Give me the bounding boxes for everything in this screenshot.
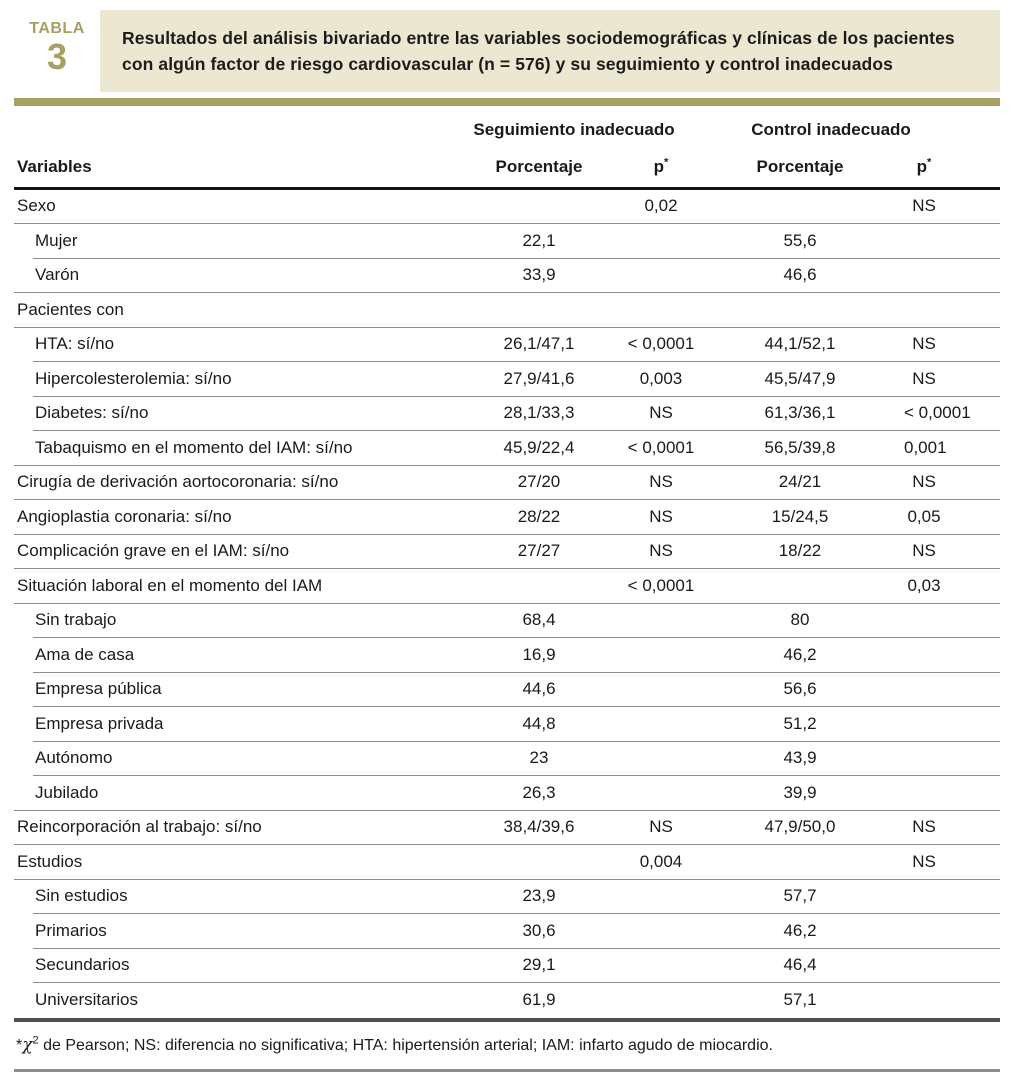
table-row [14,362,1000,396]
column-header-variables: Variables [17,156,92,176]
cell-seguimiento-p: 0,003 [639,368,683,388]
cell-seguimiento-porcentaje: 38,4/39,6 [503,817,575,837]
cell-control-p: NS [912,472,936,492]
cell-variable-label: Universitarios [35,989,138,1009]
cell-variable-label: Situación laboral en el momento del IAM [17,575,323,595]
cell-variable-label: Primarios [35,920,107,940]
cell-variable-label: Empresa privada [35,713,164,733]
cell-variable-label: Ama de casa [35,644,135,664]
table-label-kicker: TABLA [29,20,85,37]
cell-variable-label: Complicación grave en el IAM: sí/no [17,541,290,561]
table-row [14,949,1000,983]
table-row [14,742,1000,776]
cell-seguimiento-porcentaje: 30,6 [522,920,556,940]
cell-control-porcentaje: 57,7 [783,886,817,906]
olive-divider-bar [14,98,1000,106]
cell-seguimiento-porcentaje: 23 [529,748,549,768]
cell-seguimiento-porcentaje: 27,9/41,6 [503,368,575,388]
table-label [14,10,100,92]
cell-variable-label: Mujer [35,230,78,250]
cell-seguimiento-p: < 0,0001 [627,334,695,354]
table-row [14,707,1000,741]
table-row [14,880,1000,914]
cell-seguimiento-porcentaje: 22,1 [522,230,556,250]
group-header-seguimiento: Seguimiento inadecuado [473,119,675,139]
cell-control-porcentaje: 56,5/39,8 [764,437,836,457]
cell-seguimiento-p: < 0,0001 [627,437,695,457]
column-header-seg-p: p* [653,155,669,176]
cell-control-porcentaje: 43,9 [783,748,817,768]
cell-variable-label: Sexo [17,196,56,216]
cell-seguimiento-porcentaje: 29,1 [522,955,556,975]
table-row [14,811,1000,845]
cell-seguimiento-porcentaje: 16,9 [522,644,556,664]
table-row [14,293,1000,327]
cell-seguimiento-porcentaje: 28,1/33,3 [503,403,575,423]
cell-seguimiento-p: NS [649,541,673,561]
table-row [14,328,1000,362]
footnote-star: * [16,1036,23,1054]
table-row [14,638,1000,672]
cell-control-porcentaje: 80 [790,610,810,630]
cell-variable-label: Reincorporación al trabajo: sí/no [17,817,262,837]
cell-control-porcentaje: 47,9/50,0 [764,817,836,837]
table-row [14,431,1000,465]
cell-seguimiento-porcentaje: 27/20 [517,472,561,492]
table-row [14,535,1000,569]
cell-control-p: 0,001 [904,437,947,457]
cell-seguimiento-porcentaje: 44,8 [522,713,556,733]
cell-seguimiento-porcentaje: 33,9 [522,265,556,285]
table-row [14,845,1000,879]
table-row [14,604,1000,638]
cell-control-p: 0,03 [907,575,941,595]
cell-control-porcentaje: 46,2 [783,644,817,664]
cell-seguimiento-p: NS [649,817,673,837]
cell-control-porcentaje: 18/22 [778,541,822,561]
table-row [14,259,1000,293]
cell-seguimiento-p: 0,02 [644,196,678,216]
cell-variable-label: Diabetes: sí/no [35,403,149,423]
chi-symbol: χ [22,1034,33,1055]
column-header-ctl-porcentaje: Porcentaje [756,156,844,176]
table-row [14,466,1000,500]
cell-seguimiento-p: < 0,0001 [627,575,695,595]
column-header-ctl-p: p* [916,155,932,176]
cell-control-porcentaje: 55,6 [783,230,817,250]
footnote-text: de Pearson; NS: diferencia no significativa; HTA: hipertensión arterial; IAM: infarto agudo de miocardio. [38,1036,773,1054]
cell-seguimiento-porcentaje: 27/27 [517,541,561,561]
cell-control-porcentaje: 46,2 [783,920,817,940]
cell-variable-label: Hipercolesterolemia: sí/no [35,368,232,388]
table-row [14,569,1000,603]
page-bottom-rule [14,1069,1000,1072]
table-row [14,914,1000,948]
table-title: Resultados del análisis bivariado entre las variables sociodemográficas y clínicas de los pacientes con algún factor de riesgo cardiovascular (n = 576) y su seguimiento y control inadecuados [122,28,955,75]
spacer [14,120,452,140]
cell-variable-label: Cirugía de derivación aortocoronaria: sí/no [17,472,339,492]
cell-variable-label: Secundarios [35,955,130,975]
table-label-number: 3 [46,36,68,77]
table-header-band [14,10,1000,92]
cell-seguimiento-porcentaje: 26,1/47,1 [503,334,575,354]
cell-seguimiento-p: 0,004 [639,851,683,871]
spacer [966,120,1000,140]
table-row [14,190,1000,224]
table-row [14,224,1000,258]
cell-seguimiento-p: NS [649,472,673,492]
cell-seguimiento-porcentaje: 28/22 [517,506,561,526]
table-row [14,983,1000,1017]
table-title-box [100,10,1000,92]
p-asterisk: * [927,155,932,168]
column-header-row [14,140,1000,190]
cell-seguimiento-porcentaje: 26,3 [522,782,556,802]
cell-variable-label: Pacientes con [17,299,124,319]
cell-control-porcentaje: 51,2 [783,713,817,733]
p-asterisk: * [664,155,669,168]
cell-control-porcentaje: 57,1 [783,989,817,1009]
column-group-header-row [14,106,1000,140]
table-body [14,190,1000,1017]
cell-variable-label: Empresa pública [35,679,162,699]
cell-variable-label: Angioplastia coronaria: sí/no [17,506,232,526]
cell-variable-label: Autónomo [35,748,113,768]
cell-control-porcentaje: 44,1/52,1 [764,334,836,354]
cell-control-porcentaje: 46,6 [783,265,817,285]
footnote-sup: 2 [32,1034,39,1047]
cell-control-porcentaje: 39,9 [783,782,817,802]
table-row [14,673,1000,707]
cell-seguimiento-porcentaje: 45,9/22,4 [503,437,575,457]
cell-seguimiento-porcentaje: 61,9 [522,989,556,1009]
cell-control-p: NS [912,817,936,837]
cell-control-porcentaje: 56,6 [783,679,817,699]
cell-seguimiento-porcentaje: 44,6 [522,679,556,699]
cell-seguimiento-p: NS [649,506,673,526]
cell-control-p: NS [912,368,936,388]
cell-variable-label: Jubilado [35,782,99,802]
cell-seguimiento-porcentaje: 68,4 [522,610,556,630]
cell-control-p: NS [912,851,936,871]
cell-control-p: < 0,0001 [904,403,971,423]
cell-control-p: NS [912,334,936,354]
cell-variable-label: Tabaquismo en el momento del IAM: sí/no [35,437,353,457]
cell-variable-label: Sin estudios [35,886,128,906]
cell-variable-label: Estudios [17,851,83,871]
table-row [14,776,1000,810]
cell-variable-label: Varón [35,265,80,285]
cell-control-porcentaje: 46,4 [783,955,817,975]
cell-seguimiento-p: NS [649,403,673,423]
cell-control-p: NS [912,196,936,216]
footnote [14,1022,1000,1067]
cell-variable-label: Sin trabajo [35,610,117,630]
cell-control-porcentaje: 45,5/47,9 [764,368,836,388]
cell-variable-label: HTA: sí/no [35,334,115,354]
column-header-seg-porcentaje: Porcentaje [495,156,583,176]
table-row [14,397,1000,431]
cell-control-porcentaje: 15/24,5 [771,506,829,526]
cell-control-porcentaje: 24/21 [778,472,822,492]
table-row [14,500,1000,534]
cell-control-porcentaje: 61,3/36,1 [764,403,836,423]
cell-seguimiento-porcentaje: 23,9 [522,886,556,906]
cell-control-p: NS [912,541,936,561]
group-header-control: Control inadecuado [751,119,911,139]
cell-control-p: 0,05 [907,506,941,526]
